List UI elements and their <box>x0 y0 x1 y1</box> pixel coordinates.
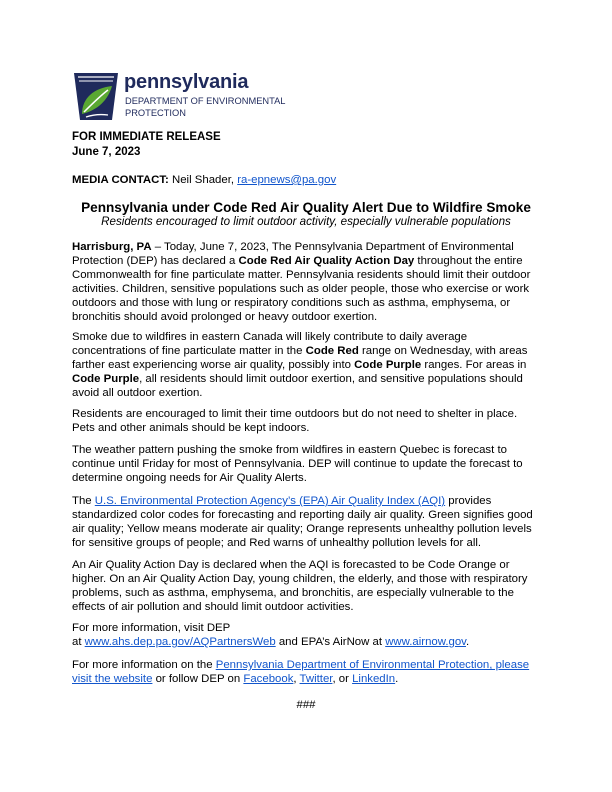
p7-line-2 <box>72 635 540 649</box>
p8-text-2: or follow DEP on <box>152 673 244 685</box>
paragraph-6: An Air Quality Action Day is declared when the AQI is forecasted to be Code Orange or higher. On an Air Quality Action Day, young children, the elderly, and those with respiratory problems, such as asthma, emphysema, and bronchitis, are especially vulnerable to the effects of air pollution and should limit outdoor activities. <box>72 559 528 613</box>
p1-bold-1: Code Red Air Quality Action Day <box>238 255 415 267</box>
facebook-link[interactable]: Facebook <box>243 673 294 685</box>
logo-department <box>125 96 285 119</box>
airnow-link[interactable]: www.airnow.gov <box>385 636 467 648</box>
contact-label: MEDIA CONTACT: <box>72 174 169 186</box>
p2-text-3: ranges. For areas in <box>421 359 527 371</box>
paragraph-3: Residents are encouraged to limit their time outdoors but do not need to shelter in place. Pets and other animals should be kept indoors. <box>72 408 518 434</box>
p2-text-4: , all residents should limit outdoor exertion, and sensitive populations should avoid all outdoor exertion. <box>72 373 523 399</box>
pa-dep-logo <box>72 70 292 122</box>
p5-text-1: The <box>72 495 95 507</box>
dep-website-link[interactable]: Pennsylvania Department of Environmental Protection, please visit the website <box>72 659 530 685</box>
headline: Pennsylvania under Code Red Air Quality Alert Due to Wildfire Smoke <box>81 200 531 215</box>
twitter-link[interactable]: Twitter <box>299 673 333 685</box>
end-mark: ### <box>296 699 316 711</box>
logo-sub-line1: DEPARTMENT OF ENVIRONMENTAL <box>125 96 286 106</box>
dateline: Harrisburg, PA <box>72 241 152 253</box>
release-label: FOR IMMEDIATE RELEASE <box>72 131 221 143</box>
contact-name: Neil Shader, <box>168 174 238 186</box>
paragraph-5 <box>72 494 540 550</box>
p2-bold-2: Code Purple <box>354 359 422 371</box>
p2-text-1: Smoke due to wildfires in eastern Canada will likely contribute to daily average concentrations of fine particulate matter in the <box>72 331 468 357</box>
contact-email-link[interactable]: ra-epnews@pa.gov <box>237 174 337 186</box>
media-contact <box>72 173 540 187</box>
p2-text-2: range on Wednesday, with areas farther east experiencing worse air quality, possibly into <box>72 345 528 371</box>
linkedin-link[interactable]: LinkedIn <box>352 673 396 685</box>
logo-name: pennsylvania <box>124 71 249 93</box>
p1-text-1: – Today, June 7, 2023, The Pennsylvania Department of Environmental Protection (DEP) has declared a <box>72 241 514 267</box>
p8-text-5: . <box>395 673 399 685</box>
paragraph-8 <box>72 658 540 686</box>
release-header <box>72 130 540 160</box>
p1-text-2: throughout the entire Commonwealth for fine particulate matter. Pennsylvania residents should limit their outdoor activities. Children, sensitive populations such as older people, those who exercise or work outdoors and those with lung or respiratory conditions such as asthma, emphysema, or bronchitis should avoid prolonged or heavy outdoor exertion. <box>72 255 531 323</box>
p7-text-1: at <box>72 636 85 648</box>
paragraph-7 <box>72 621 540 649</box>
paragraph-2 <box>72 330 540 400</box>
epa-aqi-link[interactable]: U.S. Environmental Protection Agency’s (EPA) Air Quality Index (AQI) <box>94 495 446 507</box>
p8-text-3: , <box>293 673 300 685</box>
p7-text-2: and EPA’s AirNow at <box>275 636 386 648</box>
p2-bold-3: Code Purple <box>72 373 140 385</box>
p8-text-4: , or <box>332 673 353 685</box>
paragraph-1 <box>72 240 540 324</box>
p2-bold-1: Code Red <box>305 345 359 357</box>
keystone-leaf-icon <box>72 70 120 122</box>
aq-partners-link[interactable]: www.ahs.dep.pa.gov/AQPartnersWeb <box>84 636 276 648</box>
p8-text-1: For more information on the <box>72 659 216 671</box>
logo-sub-line2: PROTECTION <box>125 107 186 118</box>
paragraph-4: The weather pattern pushing the smoke from wildfires in eastern Quebec is forecast to continue until Friday for most of Pennsylvania. DEP will continue to update the forecast to determine ongoing needs for Air Quality Alerts. <box>72 444 523 484</box>
subheadline: Residents encouraged to limit outdoor activity, especially vulnerable populations <box>101 215 511 228</box>
release-date: June 7, 2023 <box>72 146 141 158</box>
p7-text-3: . <box>466 636 470 648</box>
p7-line-1: For more information, visit DEP <box>72 622 231 634</box>
p5-text-2: provides standardized color codes for forecasting and reporting daily air quality. Green signifies good air quality; Yellow means moderate air quality; Orange represents unhealthy pollution levels for sensitive groups of people; and Red warns of unhealthy pollution levels for all. <box>72 495 533 549</box>
